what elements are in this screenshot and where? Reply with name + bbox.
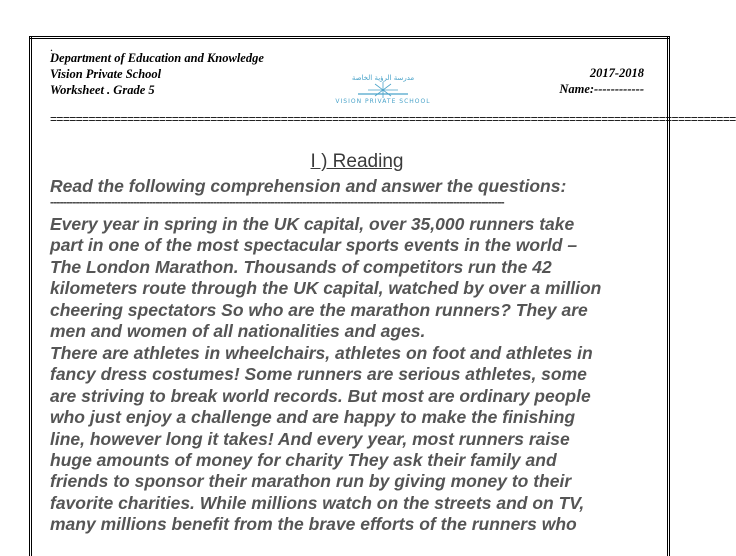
paragraph-line: cheering spectators So who are the marathon runners? They are xyxy=(50,299,588,320)
name-field-label: Name:------------ xyxy=(559,82,644,96)
paragraph-line: The London Marathon. Thousands of competitors run the 42 xyxy=(50,256,552,277)
section-heading-text: I ) Reading xyxy=(310,151,404,172)
worksheet-grade: Worksheet . Grade 5 xyxy=(50,83,155,97)
paragraph-line: men and women of all nationalities and ages. xyxy=(50,321,426,342)
section-heading xyxy=(0,151,694,173)
paragraph-line: are striving to break world records. But most are ordinary people xyxy=(50,385,591,406)
header-dot: . xyxy=(50,40,53,54)
paragraph-line: Every year in spring in the UK capital, over 35,000 runners take xyxy=(50,214,575,234)
separator-dashes: ---------------------------------------------------------------------------------------------------------------------------------------------- xyxy=(50,195,504,209)
paragraph-line: friends to sponsor their marathon run by giving money to their xyxy=(50,471,572,492)
instruction-text: Read the following comprehension and answer the questions: xyxy=(50,176,567,196)
paragraph-line: There are athletes in wheelchairs, athletes on foot and athletes in xyxy=(50,343,593,363)
separator-equals: =========================================================================================================== xyxy=(50,112,736,126)
paragraph-line: favorite charities. While millions watch on the streets and on TV, xyxy=(50,492,585,513)
logo-star-icon xyxy=(358,82,408,98)
page-border-left xyxy=(29,36,32,556)
paragraph-line: who just enjoy a challenge and are happy to make the finishing xyxy=(50,407,576,428)
paragraph-line: huge amounts of money for charity They ask their family and xyxy=(50,450,557,471)
school-name: Vision Private School xyxy=(50,67,162,81)
page-border-top xyxy=(29,36,669,39)
school-logo xyxy=(312,72,454,106)
header-left xyxy=(50,50,264,98)
paragraph-line: fancy dress costumes! Some runners are serious athletes, some xyxy=(50,364,587,385)
paragraph-line: kilometers route through the UK capital, watched by over a million xyxy=(50,278,602,299)
paragraph-2 xyxy=(50,343,650,536)
paragraph-1 xyxy=(50,214,650,342)
department-name: Department of Education and Knowledge xyxy=(50,51,264,65)
logo-arabic-text: مدرسة الرؤية الخاصة xyxy=(351,74,415,82)
paragraph-line: many millions benefit from the brave efforts of the runners who xyxy=(50,514,577,535)
school-year: 2017-2018 xyxy=(589,66,644,80)
paragraph-line: line, however long it takes! And every year, most runners raise xyxy=(50,428,570,449)
logo-english-text: VISION PRIVATE SCHOOL xyxy=(335,98,431,105)
header-right xyxy=(559,65,644,97)
paragraph-line: part in one of the most spectacular sports events in the world – xyxy=(50,235,578,256)
